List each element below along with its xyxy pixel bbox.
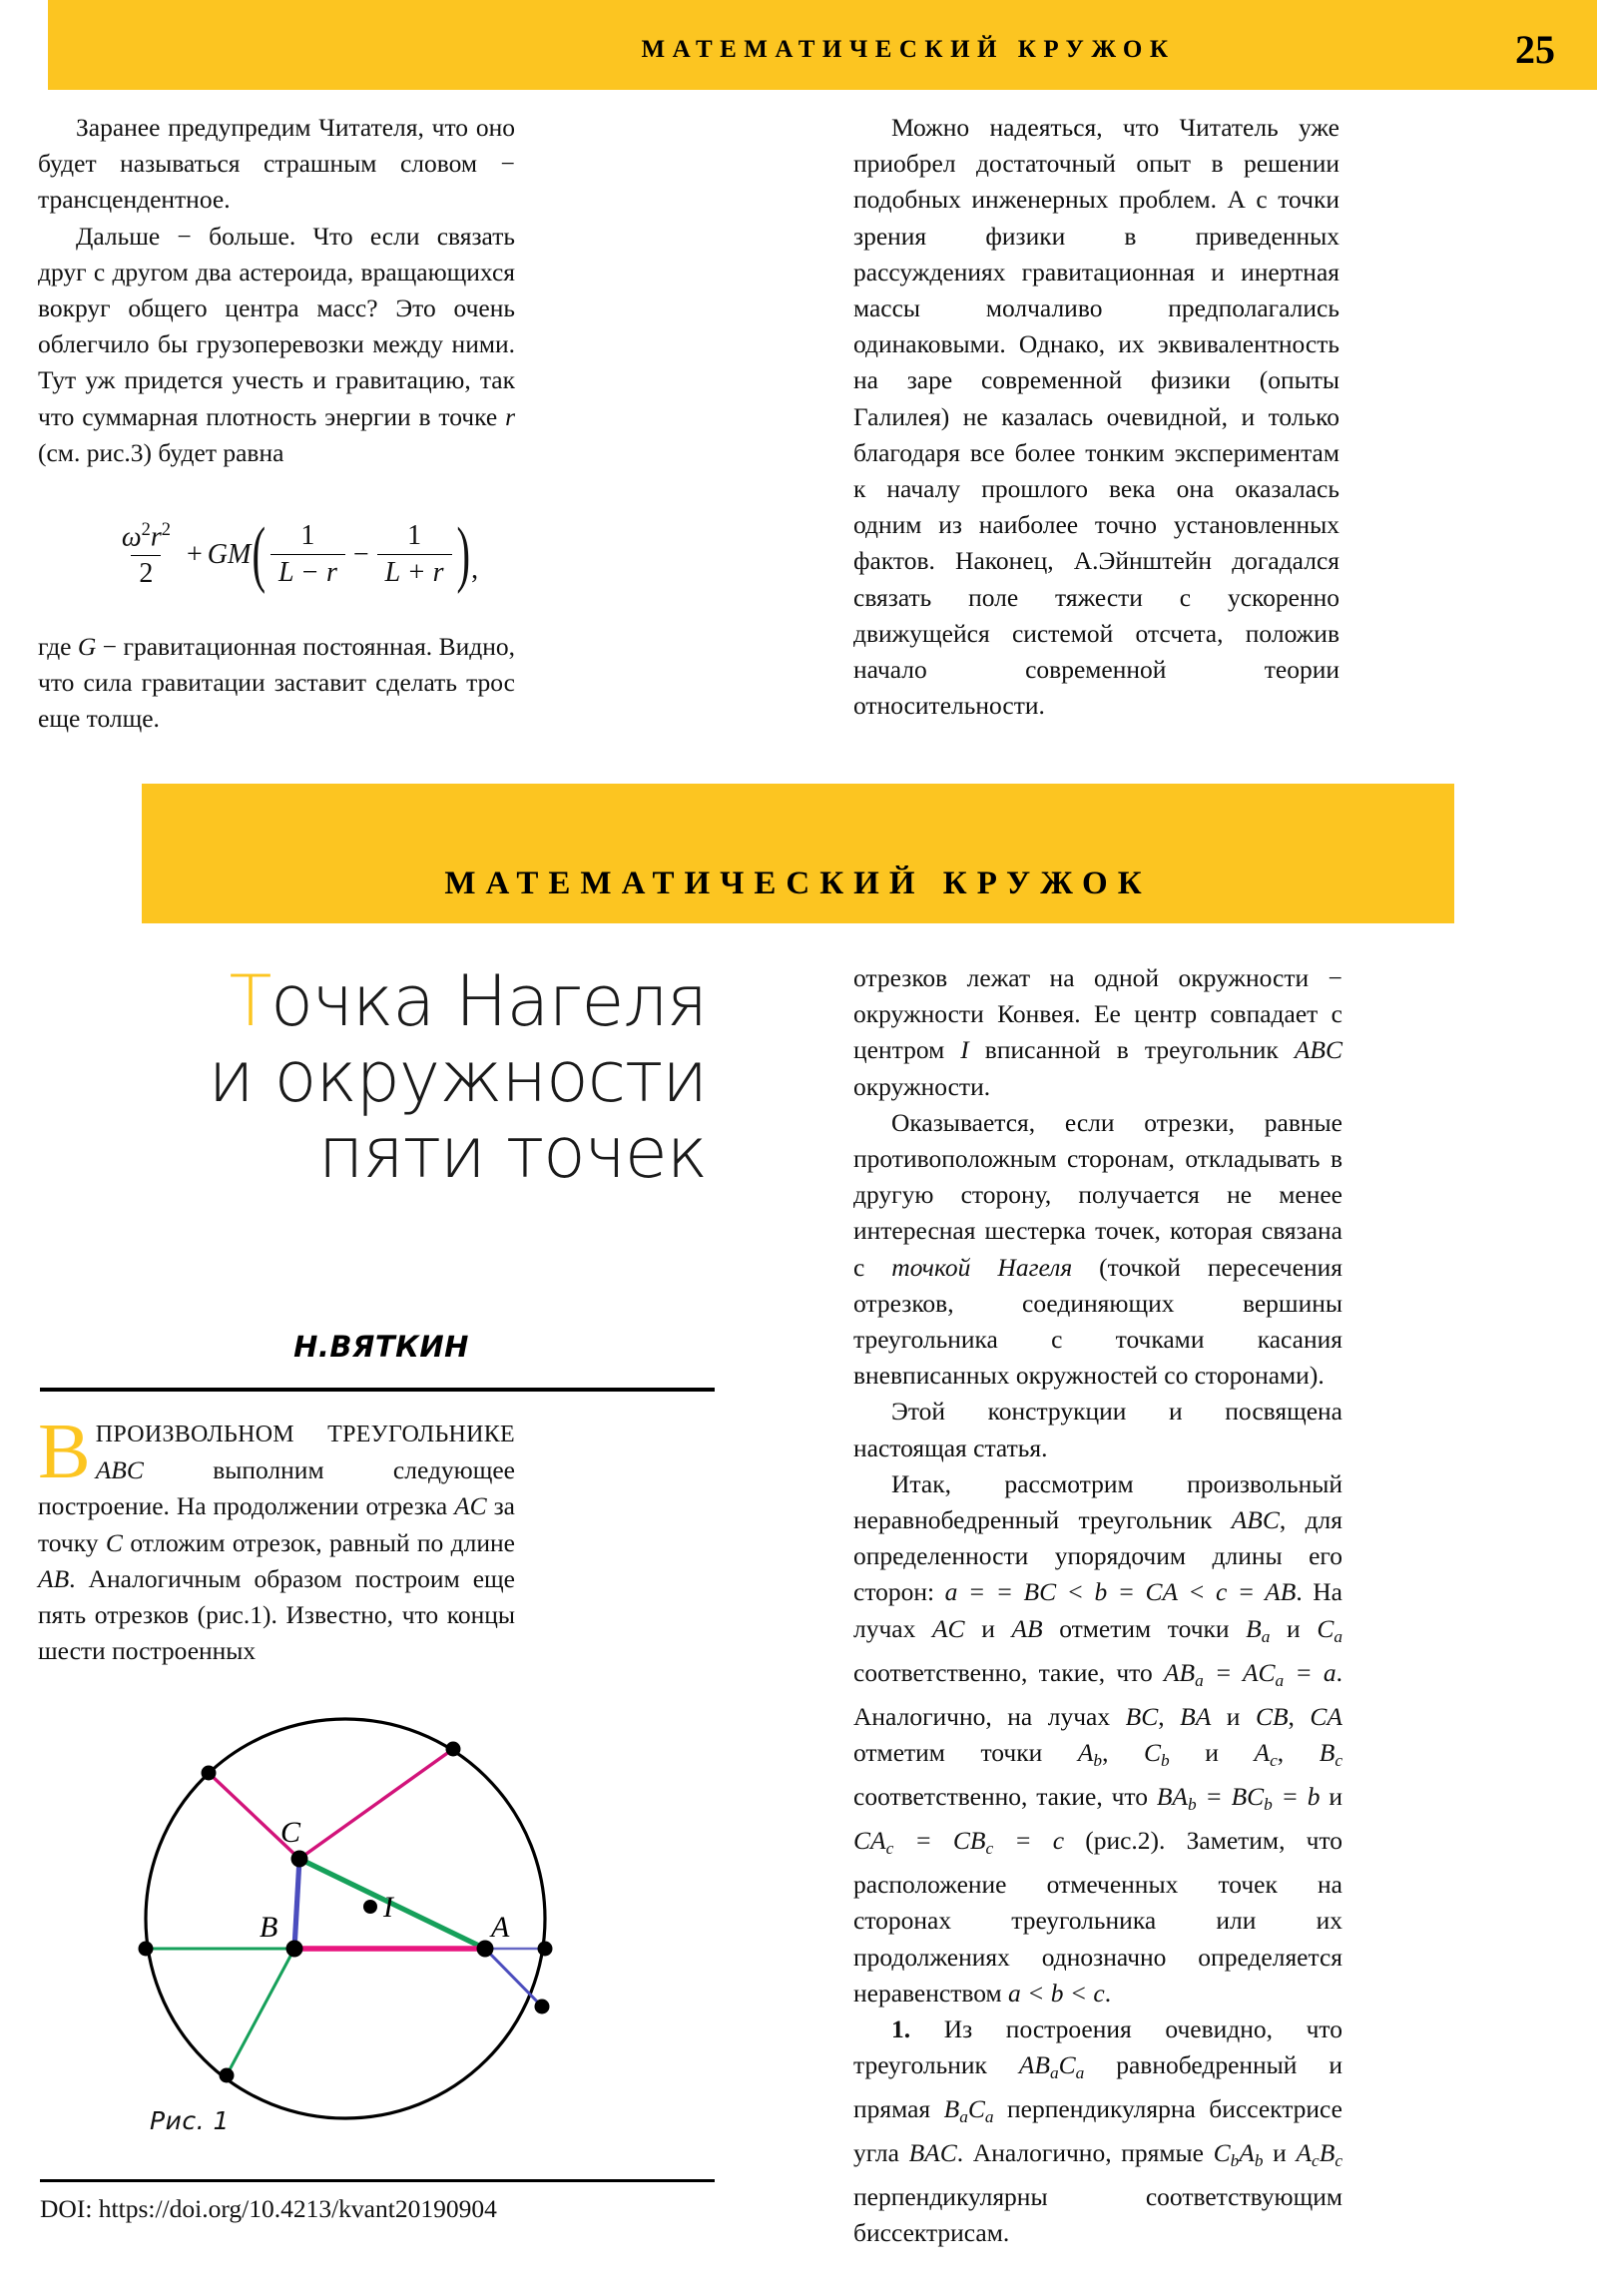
r-symbol: r — [150, 521, 162, 553]
paragraph — [38, 219, 515, 471]
article-title — [48, 960, 707, 1194]
paragraph-text-tail: − гравитационная постоянная. Видно, что сила гравитации заставит сделать трос еще толще. — [38, 632, 515, 734]
body-text: отрезков лежат на одной окружности − окружности Конвея. Ее центр совпадает с центром — [853, 963, 1342, 1065]
math-eq-aba: $AB_a = AC_a = a$ — [1163, 1657, 1336, 1690]
minus-operator: − — [352, 538, 369, 570]
doi-line — [40, 2194, 497, 2224]
lead-caps: ПРОИЗВОЛЬНОМ ТРЕУГОЛЬНИКЕ — [95, 1422, 515, 1447]
title-line2: и окружности — [208, 1036, 707, 1118]
running-head-title: МАТЕМАТИЧЕСКИЙ КРУЖОК — [641, 36, 1176, 63]
paragraph — [38, 110, 515, 219]
math-Cb: $C_b$ — [1144, 1737, 1170, 1770]
body-text: отложим отрезок, равный по длине — [122, 1527, 515, 1557]
left-column-after-formula — [38, 629, 515, 738]
left-paren: ( — [252, 513, 266, 596]
segment-blue-lower-right — [485, 1949, 542, 2007]
math-inequality-abc: a < b < c — [1008, 1978, 1105, 2008]
segment-green-lower-left — [227, 1949, 294, 2075]
section-banner-band — [142, 784, 1454, 923]
math-line-baca: $B_aC_a$ — [943, 2094, 994, 2126]
formula-fraction-energy — [114, 519, 179, 590]
body-text: . Аналогично, на лучах — [853, 1657, 1342, 1731]
body-text: за точку — [38, 1491, 515, 1557]
body-text: (рис.2). Заметим, что расположение отмеченных точек на сторонах треугольника или их продолжениях однозначно определяется неравенством — [853, 1826, 1343, 2008]
plus-operator: + — [186, 538, 203, 570]
body-text: отметим точки — [1042, 1613, 1247, 1643]
title-line1-rest: очка Нагеля — [270, 960, 707, 1042]
body-text: (точкой пересечения отрезков, соединяющих вершины треугольника с точками касания вневписанных окружностей со сторонами). — [853, 1252, 1342, 1391]
body-text: , — [1102, 1737, 1145, 1767]
paragraph — [38, 629, 515, 738]
formula-fraction-1 — [270, 520, 345, 589]
math-var-G: G — [77, 632, 97, 661]
math-ineq-2: = BC < b = CA < c = AB — [995, 1577, 1297, 1607]
right-paren: ) — [456, 513, 470, 596]
doi-divider-rule — [40, 2179, 715, 2182]
body-text: Оказывается, если отрезки, равные противоположным сторонам, откладывать в другую сторону, получается не менее интересная шестерка точек, которая связана с — [853, 1107, 1342, 1282]
math-abc: ABC — [1294, 1035, 1342, 1065]
math-ac: AC — [931, 1613, 965, 1643]
math-i: I — [960, 1035, 969, 1065]
gm-symbol: GM — [207, 538, 252, 570]
math-bc: BC — [1125, 1701, 1159, 1731]
body-text: отметим точки — [853, 1737, 1078, 1767]
title-first-letter: Т — [229, 960, 271, 1042]
paragraph-text: Заранее предупредим Читателя, что оно будет называться страшным словом − трансцендентное. — [38, 113, 515, 215]
paragraph — [853, 1105, 1342, 1395]
omega-symbol: ω — [121, 521, 142, 553]
formula-comma: , — [471, 554, 479, 586]
title-line3: пяти точек — [317, 1112, 707, 1194]
math-var-r: r — [505, 401, 515, 431]
math-ineq-1: a = — [944, 1577, 986, 1607]
math-ba: BA — [1180, 1701, 1212, 1731]
display-formula — [38, 513, 515, 596]
paragraph-text-tail: (см. рис.3) будет равна — [38, 437, 284, 467]
body-text: и — [1169, 1737, 1255, 1767]
body-text: . На лучах — [853, 1577, 1342, 1643]
denominator-l-plus-r: L + r — [377, 554, 452, 589]
fraction-denominator: 2 — [131, 555, 161, 590]
math-line-cbab: $C_bA_b$ — [1213, 2138, 1264, 2171]
paragraph — [853, 1466, 1342, 2011]
point-on-circle-lower-left — [220, 2068, 235, 2083]
math-cb: CB — [1255, 1701, 1289, 1731]
body-text: равнобедренный и прямая — [853, 2050, 1342, 2124]
math-tri-abaca: $AB_aC_a$ — [1018, 2050, 1085, 2082]
body-text: Итак, рассмотрим произвольный неравнобедренный треугольник — [853, 1468, 1342, 1535]
doi-url[interactable]: https://doi.org/10.4213/kvant20190904 — [98, 2194, 497, 2223]
math-ab: AB — [38, 1563, 70, 1593]
point-on-circle-upper-right — [446, 1742, 461, 1757]
paragraph: Можно надеяться, что Читатель уже приобрел достаточный опыт в решении подобных инженерных проблем. А с точки зрения физики в приведенных рассуждениях гравитационная и инертная массы молчаливо предполагались одинаковыми. Однако, их эквивалентность на заре современной физики (опыты Галилея) не казалась очевидной, и только благодаря все более тонким экспериментам к началу прошлого века она оказалась одним из наиболее точно установленных фактов. Наконец, А.Эйнштейн догадался связать поле тяжести с ускоренно движущейся системой отсчета, положив начало современной теории относительности. — [853, 113, 1339, 721]
numerator-one-a: 1 — [300, 520, 315, 552]
body-text: вписанной в треугольник — [968, 1035, 1295, 1065]
body-text: Из построения очевидно, что треугольник — [853, 2013, 1342, 2080]
vertex-b — [286, 1941, 303, 1958]
r-exponent: 2 — [161, 519, 171, 539]
point-on-circle-left — [139, 1942, 154, 1957]
math-c: C — [105, 1527, 123, 1557]
body-text: , — [1277, 1737, 1320, 1767]
math-eq-cac: $CA_c = CB_c = c$ — [853, 1826, 1065, 1858]
label-b: B — [260, 1911, 278, 1944]
body-text: выполним следующее построение. На продолжении отрезка — [38, 1455, 515, 1521]
item-number: 1. — [891, 2013, 911, 2043]
body-text: соответственно, такие, что — [853, 1782, 1157, 1811]
vertex-c — [291, 1851, 308, 1868]
denominator-l-minus-r: L − r — [270, 554, 345, 589]
body-text: . — [1104, 1978, 1112, 2008]
paragraph — [853, 960, 1342, 1105]
math-ac: AC — [454, 1491, 487, 1521]
body-text: , — [1158, 1701, 1181, 1731]
left-column-top-text — [38, 110, 515, 471]
omega-exponent: 2 — [141, 519, 151, 539]
body-text: и — [964, 1613, 1012, 1643]
paragraph-text: Дальше − больше. Что если связать друг с другом два астероида, вращающихся вокруг общего центра масс? Это очень облегчило бы грузоперевозки между ними. Тут уж придется учесть и гравитацию, так что суммарная плотность энергии в точке — [38, 221, 515, 431]
body-text: соответственно, такие, что — [853, 1657, 1164, 1687]
point-on-circle-right — [538, 1942, 553, 1957]
body-text: . Аналогично, прямые — [956, 2138, 1214, 2168]
body-text: перпендикулярна биссектрисе угла — [853, 2094, 1342, 2168]
body-text: окружности. — [853, 1071, 991, 1101]
paragraph — [38, 1409, 515, 1669]
math-ca: CA — [1310, 1701, 1343, 1731]
point-on-circle-lower-right — [535, 2000, 550, 2014]
article-author: Н.ВЯТКИН — [293, 1330, 469, 1364]
formula-fraction-2 — [377, 520, 452, 589]
point-on-circle-upper-left — [202, 1766, 217, 1781]
page-number: 25 — [1515, 27, 1555, 72]
math-angle-bac: BAC — [908, 2138, 957, 2168]
paragraph: Этой конструкции и посвящена настоящая статья. — [853, 1397, 1342, 1462]
label-i: I — [383, 1891, 393, 1924]
drop-cap: В — [38, 1409, 91, 1495]
incenter-point-i — [363, 1900, 377, 1914]
math-Ab: $A_b$ — [1077, 1737, 1103, 1770]
body-text: перпендикулярны соответствующим биссектрисам. — [853, 2182, 1342, 2248]
triangle-side-cb — [294, 1859, 299, 1949]
figure-1-svg — [96, 1669, 605, 2168]
numerator-one-b: 1 — [407, 520, 422, 552]
author-divider-rule — [40, 1388, 715, 1392]
paragraph — [853, 2011, 1342, 2252]
label-c: C — [280, 1816, 301, 1849]
figure-caption: Рис. 1 — [150, 2106, 230, 2135]
body-text: и — [1263, 2138, 1297, 2168]
body-text: , для определенности упорядочим длины его сторон: — [853, 1505, 1342, 1607]
math-abc: ABC — [95, 1455, 144, 1485]
body-text: и — [1211, 1701, 1256, 1731]
math-line-acbc: $A_cB_c$ — [1296, 2138, 1343, 2171]
math-Ca: $C_a$ — [1317, 1613, 1342, 1646]
right-column-body-text — [853, 960, 1342, 2252]
right-column-top-text — [853, 110, 1339, 724]
math-Ba: $B_a$ — [1246, 1613, 1271, 1646]
segment-magenta-upper-right — [299, 1749, 453, 1859]
body-text: и — [1320, 1782, 1342, 1811]
section-banner-title: МАТЕМАТИЧЕСКИЙ КРУЖОК — [444, 865, 1152, 901]
math-abc: ABC — [1231, 1505, 1280, 1535]
math-Bc: $B_c$ — [1319, 1737, 1343, 1770]
label-a: A — [491, 1911, 510, 1944]
math-ab: AB — [1011, 1613, 1043, 1643]
doi-label: DOI: — [40, 2194, 93, 2223]
math-Ac: $A_c$ — [1254, 1737, 1278, 1770]
body-text: , — [1288, 1701, 1311, 1731]
body-text: . Аналогичным образом построим еще пять отрезков (рис.1). Известно, что концы шести построенных — [38, 1563, 515, 1666]
emphasis-nagel-point: точкой Нагеля — [891, 1252, 1073, 1282]
left-column-body-text — [38, 1409, 515, 1669]
math-eq-bab: $BA_b = BC_b = b$ — [1156, 1782, 1321, 1814]
body-text: и — [1270, 1613, 1318, 1643]
figure-1 — [96, 1669, 605, 2168]
paragraph-text: где — [38, 632, 78, 661]
